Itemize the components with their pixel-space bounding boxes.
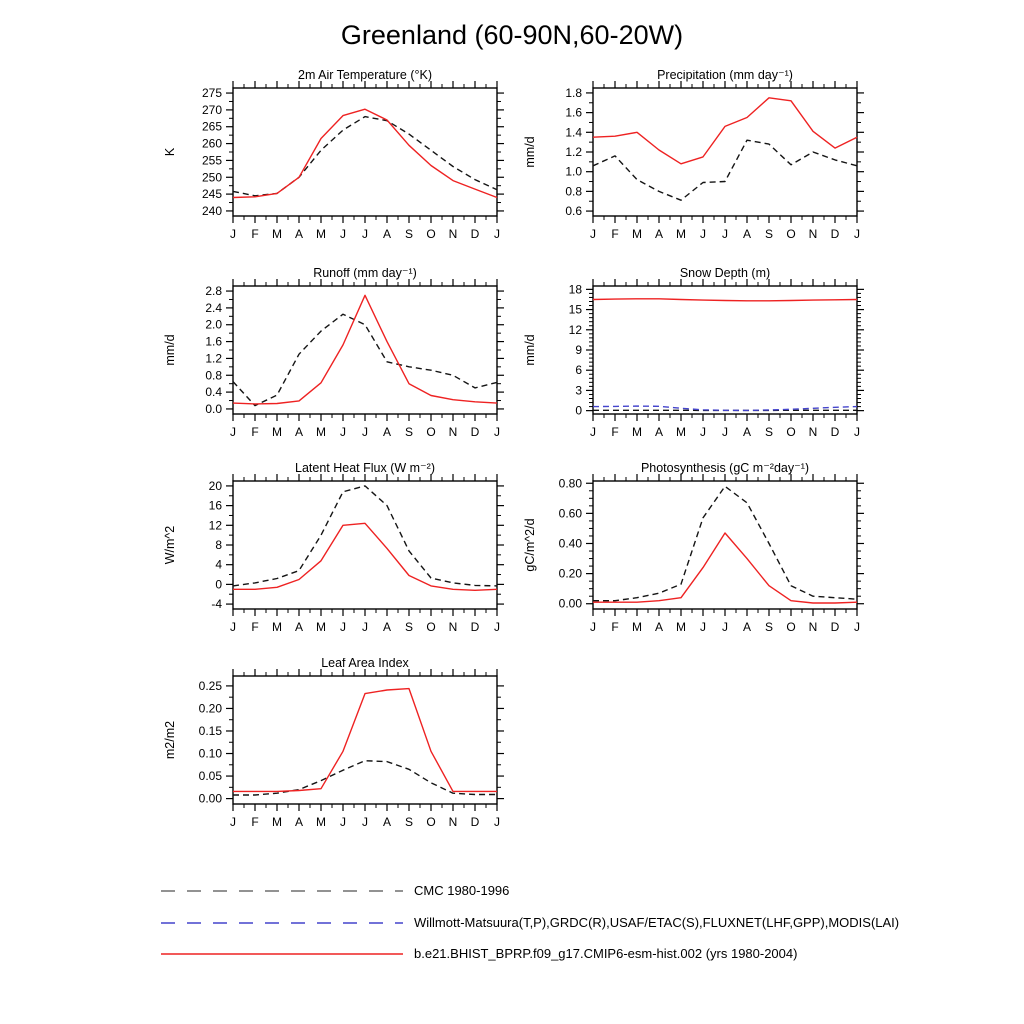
svg-text:0.4: 0.4 xyxy=(205,385,222,400)
svg-text:2.4: 2.4 xyxy=(205,300,222,315)
svg-text:0.8: 0.8 xyxy=(565,184,582,199)
svg-text:J: J xyxy=(590,425,596,439)
svg-text:1.0: 1.0 xyxy=(565,164,582,179)
svg-text:M: M xyxy=(676,620,686,634)
svg-text:J: J xyxy=(494,620,500,634)
y-axis-label-temperature: K xyxy=(163,147,177,157)
svg-text:S: S xyxy=(404,620,414,634)
svg-text:J: J xyxy=(362,815,368,829)
svg-text:D: D xyxy=(830,227,840,241)
legend-row-cmc xyxy=(160,883,509,898)
svg-text:0.60: 0.60 xyxy=(558,506,582,521)
y-axis-label-precipitation: mm/d xyxy=(523,136,537,168)
svg-text:J: J xyxy=(854,227,860,241)
svg-text:S: S xyxy=(404,425,414,439)
svg-text:A: A xyxy=(294,425,304,439)
svg-text:M: M xyxy=(632,620,642,634)
series-obs-photosynthesis xyxy=(593,486,857,600)
svg-text:N: N xyxy=(808,425,818,439)
legend-label-cmc: CMC 1980-1996 xyxy=(414,883,510,898)
svg-text:J: J xyxy=(230,425,236,439)
svg-text:0.15: 0.15 xyxy=(198,723,222,738)
svg-text:260: 260 xyxy=(201,136,222,151)
svg-text:245: 245 xyxy=(201,187,222,202)
svg-text:S: S xyxy=(404,815,414,829)
svg-text:250: 250 xyxy=(201,170,222,185)
svg-text:J: J xyxy=(700,227,706,241)
svg-text:A: A xyxy=(382,425,392,439)
svg-text:2.0: 2.0 xyxy=(205,317,222,332)
svg-text:S: S xyxy=(404,227,414,241)
svg-text:0.00: 0.00 xyxy=(558,596,582,611)
svg-text:M: M xyxy=(316,425,326,439)
svg-text:4: 4 xyxy=(215,557,222,572)
svg-text:3: 3 xyxy=(575,383,582,398)
svg-text:F: F xyxy=(251,815,259,829)
svg-text:0.80: 0.80 xyxy=(558,476,582,491)
panel-title-temperature: 2m Air Temperature (°K) xyxy=(298,70,432,82)
svg-text:12: 12 xyxy=(208,518,222,533)
svg-text:0: 0 xyxy=(575,403,582,418)
panel-title-snow-depth: Snow Depth (m) xyxy=(679,268,771,280)
svg-text:J: J xyxy=(590,227,596,241)
svg-text:12: 12 xyxy=(568,322,582,337)
panel-latent-heat-flux xyxy=(138,463,558,641)
svg-text:20: 20 xyxy=(208,478,222,493)
series-model-runoff xyxy=(233,295,497,404)
legend-line-model xyxy=(160,948,404,960)
y-axis-label-photosynthesis: gC/m^2/d xyxy=(523,518,537,572)
panel-photosynthesis xyxy=(498,463,918,641)
svg-text:A: A xyxy=(742,227,752,241)
svg-text:1.8: 1.8 xyxy=(565,85,582,100)
svg-text:N: N xyxy=(448,620,458,634)
svg-text:O: O xyxy=(786,620,796,634)
svg-text:J: J xyxy=(362,620,368,634)
series-model-snow-depth xyxy=(593,299,857,301)
svg-text:J: J xyxy=(722,227,728,241)
svg-text:A: A xyxy=(294,620,304,634)
svg-text:N: N xyxy=(808,620,818,634)
panel-precipitation xyxy=(498,70,918,248)
svg-text:F: F xyxy=(611,227,619,241)
svg-text:A: A xyxy=(294,227,304,241)
svg-text:1.4: 1.4 xyxy=(565,125,582,140)
svg-text:M: M xyxy=(272,227,282,241)
svg-text:0.00: 0.00 xyxy=(198,791,222,806)
svg-text:265: 265 xyxy=(201,119,222,134)
svg-text:A: A xyxy=(654,425,664,439)
svg-text:-4: -4 xyxy=(211,597,222,612)
svg-text:1.2: 1.2 xyxy=(205,351,222,366)
svg-text:S: S xyxy=(764,425,774,439)
svg-text:J: J xyxy=(230,227,236,241)
svg-text:J: J xyxy=(700,620,706,634)
svg-text:15: 15 xyxy=(568,302,582,317)
svg-text:0.10: 0.10 xyxy=(198,746,222,761)
svg-text:6: 6 xyxy=(575,363,582,378)
svg-text:A: A xyxy=(742,425,752,439)
svg-text:M: M xyxy=(272,815,282,829)
svg-text:O: O xyxy=(786,227,796,241)
svg-text:D: D xyxy=(470,227,480,241)
svg-text:J: J xyxy=(494,815,500,829)
svg-text:D: D xyxy=(470,620,480,634)
svg-text:M: M xyxy=(316,620,326,634)
svg-text:D: D xyxy=(470,815,480,829)
svg-text:J: J xyxy=(854,425,860,439)
svg-text:255: 255 xyxy=(201,153,222,168)
svg-text:M: M xyxy=(316,815,326,829)
series-model-photosynthesis xyxy=(593,533,857,603)
svg-text:275: 275 xyxy=(201,86,222,101)
svg-text:J: J xyxy=(700,425,706,439)
svg-text:A: A xyxy=(382,227,392,241)
svg-text:A: A xyxy=(742,620,752,634)
svg-text:N: N xyxy=(448,227,458,241)
svg-text:J: J xyxy=(722,425,728,439)
panel-title-runoff: Runoff (mm day⁻¹) xyxy=(313,268,417,280)
svg-text:J: J xyxy=(494,425,500,439)
legend-row-obs-composite xyxy=(160,915,899,930)
svg-text:J: J xyxy=(230,620,236,634)
svg-text:N: N xyxy=(448,425,458,439)
svg-text:A: A xyxy=(382,815,392,829)
svg-text:1.2: 1.2 xyxy=(565,145,582,159)
svg-text:D: D xyxy=(830,425,840,439)
svg-text:J: J xyxy=(722,620,728,634)
svg-text:A: A xyxy=(654,227,664,241)
svg-text:D: D xyxy=(830,620,840,634)
svg-text:1.6: 1.6 xyxy=(565,105,582,120)
svg-text:0.0: 0.0 xyxy=(205,401,222,416)
svg-text:J: J xyxy=(340,425,346,439)
legend-row-model xyxy=(160,946,797,961)
series-model-temperature xyxy=(233,109,497,197)
svg-text:J: J xyxy=(230,815,236,829)
svg-text:J: J xyxy=(590,620,596,634)
svg-text:0.25: 0.25 xyxy=(198,678,222,693)
svg-text:N: N xyxy=(808,227,818,241)
y-axis-label-leaf-area-index: m2/m2 xyxy=(163,720,177,760)
panel-title-photosynthesis: Photosynthesis (gC m⁻²day⁻¹) xyxy=(640,463,810,475)
series-obs-leaf-area-index xyxy=(233,761,497,795)
svg-text:0.8: 0.8 xyxy=(205,368,222,383)
svg-text:J: J xyxy=(340,815,346,829)
svg-text:O: O xyxy=(786,425,796,439)
svg-text:J: J xyxy=(362,227,368,241)
svg-text:240: 240 xyxy=(201,203,222,218)
panel-leaf-area-index xyxy=(138,658,558,836)
svg-text:O: O xyxy=(426,425,436,439)
svg-text:F: F xyxy=(251,620,259,634)
series-model-latent-heat-flux xyxy=(233,523,497,590)
svg-text:2.8: 2.8 xyxy=(205,284,222,299)
svg-text:A: A xyxy=(382,620,392,634)
svg-text:S: S xyxy=(764,620,774,634)
panel-title-leaf-area-index: Leaf Area Index xyxy=(321,658,409,670)
panel-runoff xyxy=(138,268,558,446)
svg-text:0.05: 0.05 xyxy=(198,769,222,784)
svg-text:A: A xyxy=(654,620,664,634)
svg-text:J: J xyxy=(494,227,500,241)
legend-line-cmc xyxy=(160,885,404,897)
svg-text:N: N xyxy=(448,815,458,829)
svg-text:8: 8 xyxy=(215,538,222,552)
svg-text:M: M xyxy=(632,227,642,241)
svg-text:M: M xyxy=(676,425,686,439)
svg-text:F: F xyxy=(251,227,259,241)
svg-text:9: 9 xyxy=(575,343,582,357)
series-model-leaf-area-index xyxy=(233,689,497,792)
legend-line-obs-composite xyxy=(160,917,404,929)
svg-text:F: F xyxy=(251,425,259,439)
svg-text:M: M xyxy=(316,227,326,241)
y-axis-label-snow-depth: mm/d xyxy=(523,334,537,366)
svg-text:O: O xyxy=(426,620,436,634)
svg-text:M: M xyxy=(676,227,686,241)
svg-text:J: J xyxy=(362,425,368,439)
y-axis-label-runoff: mm/d xyxy=(163,334,177,366)
svg-text:0.6: 0.6 xyxy=(565,204,582,219)
svg-text:F: F xyxy=(611,425,619,439)
svg-text:O: O xyxy=(426,815,436,829)
svg-text:0.20: 0.20 xyxy=(558,566,582,581)
svg-text:270: 270 xyxy=(201,102,222,117)
series-obs-temperature xyxy=(233,117,497,196)
series-obs-precipitation xyxy=(593,140,857,200)
svg-text:0.20: 0.20 xyxy=(198,701,222,716)
legend-label-obs-composite: Willmott-Matsuura(T,P),GRDC(R),USAF/ETAC(S),FLUXNET(LHF,GPP),MODIS(LAI) xyxy=(414,915,900,930)
svg-text:J: J xyxy=(854,620,860,634)
legend-label-model: b.e21.BHIST_BPRP.f09_g17.CMIP6-esm-hist.002 (yrs 1980-2004) xyxy=(414,946,798,961)
svg-text:18: 18 xyxy=(568,282,582,297)
svg-text:1.6: 1.6 xyxy=(205,334,222,349)
svg-text:16: 16 xyxy=(208,498,222,513)
svg-text:S: S xyxy=(764,227,774,241)
svg-text:F: F xyxy=(611,620,619,634)
y-axis-label-latent-heat-flux: W/m^2 xyxy=(163,525,177,565)
svg-text:M: M xyxy=(272,425,282,439)
svg-text:D: D xyxy=(470,425,480,439)
svg-text:0: 0 xyxy=(215,577,222,592)
panel-title-precipitation: Precipitation (mm day⁻¹) xyxy=(657,70,793,82)
svg-text:0.40: 0.40 xyxy=(558,536,582,551)
series-obs-latent-heat-flux xyxy=(233,486,497,586)
svg-text:A: A xyxy=(294,815,304,829)
svg-text:M: M xyxy=(632,425,642,439)
svg-text:M: M xyxy=(272,620,282,634)
series-obs-runoff xyxy=(233,314,497,405)
panel-title-latent-heat-flux: Latent Heat Flux (W m⁻²) xyxy=(295,463,435,475)
page-title: Greenland (60-90N,60-20W) xyxy=(340,20,684,50)
svg-text:J: J xyxy=(340,227,346,241)
panel-temperature xyxy=(138,70,558,248)
panel-snow-depth xyxy=(498,268,918,446)
svg-text:J: J xyxy=(340,620,346,634)
svg-text:O: O xyxy=(426,227,436,241)
